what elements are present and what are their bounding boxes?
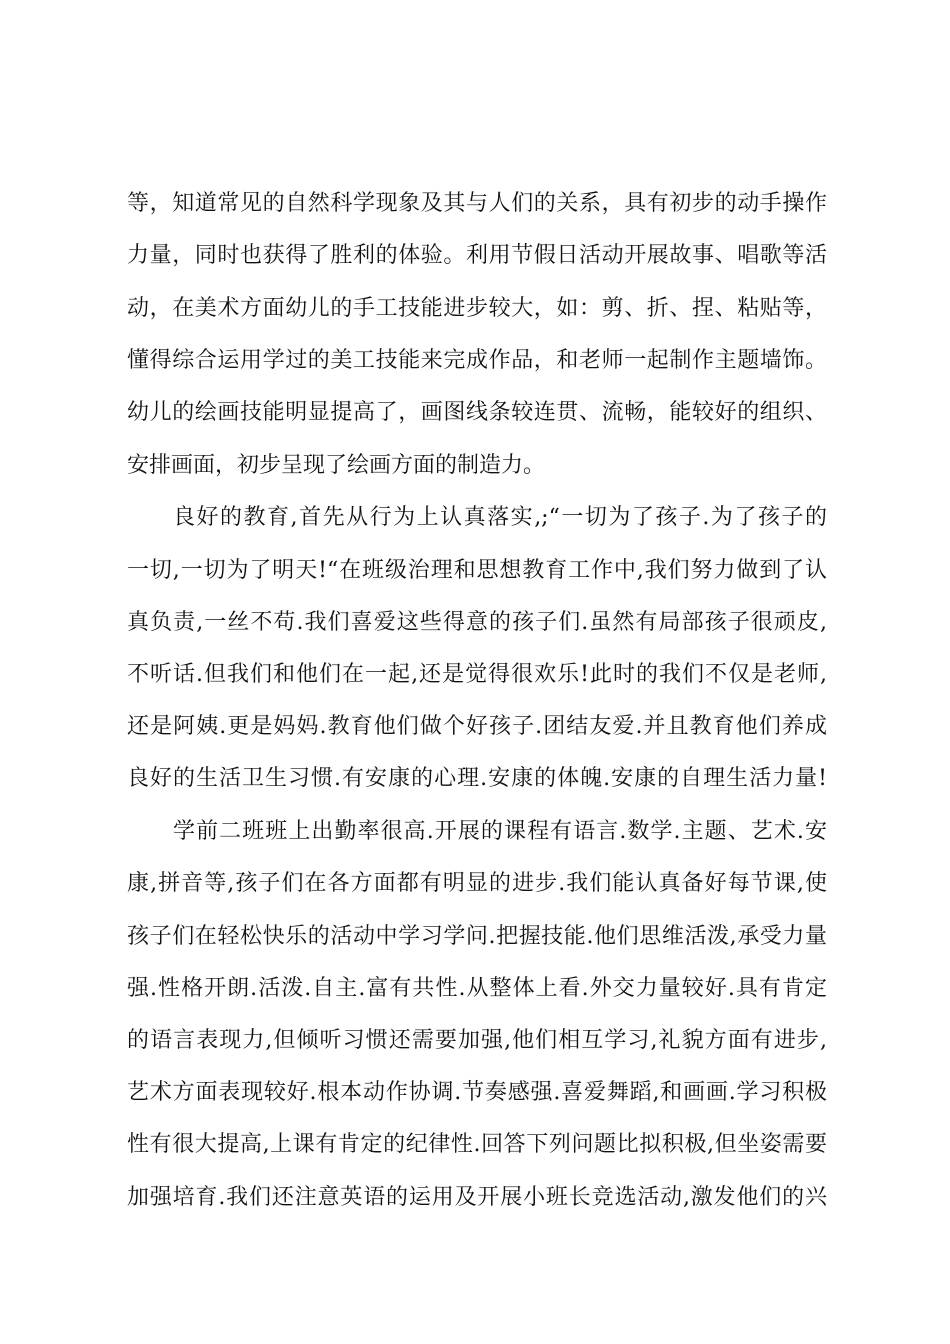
- paragraph-2-line-5: 还是阿姨.更是妈妈.教育他们做个好孩子.团结友爱.并且教育他们养成: [127, 714, 827, 739]
- paragraph-3-line-7: 性有很大提高,上课有肯定的纪律性.回答下列问题比拟积极,但坐姿需要: [127, 1132, 827, 1157]
- paragraph-2-line-1: 良好的教育,首先从行为上认真落实,;“一切为了孩子.为了孩子的: [173, 505, 827, 530]
- paragraph-2-line-2: 一切,一切为了明天!“在班级治理和思想教育工作中,我们努力做到了认: [127, 558, 827, 583]
- paragraph-3-line-6: 艺术方面表现较好.根本动作协调.节奏感强.喜爱舞蹈,和画画.学习积极: [127, 1080, 827, 1105]
- paragraph-1-line-1: 等，知道常见的自然科学现象及其与人们的关系，具有初步的动手操作: [127, 191, 827, 216]
- paragraph-2-line-3: 真负责,一丝不苟.我们喜爱这些得意的孩子们.虽然有局部孩子很顽皮,: [127, 610, 827, 635]
- paragraph-1-line-6: 安排画面，初步呈现了绘画方面的制造力。: [127, 453, 546, 478]
- paragraph-3-line-4: 强.性格开朗.活泼.自主.富有共性.从整体上看.外交力量较好.具有肯定: [127, 976, 827, 1001]
- paragraph-2-line-6: 良好的生活卫生习惯.有安康的心理.安康的体魄.安康的自理生活力量!: [127, 766, 827, 791]
- paragraph-3-line-2: 康,拼音等,孩子们在各方面都有明显的进步.我们能认真备好每节课,使: [127, 871, 827, 896]
- paragraph-1-line-2: 力量，同时也获得了胜利的体验。利用节假日活动开展故事、唱歌等活: [127, 243, 827, 268]
- paragraph-1-line-4: 懂得综合运用学过的美工技能来完成作品，和老师一起制作主题墙饰。: [127, 348, 827, 373]
- paragraph-3-line-5: 的语言表现力,但倾听习惯还需要加强,他们相互学习,礼貌方面有进步,: [127, 1028, 827, 1053]
- paragraph-3-line-1: 学前二班班上出勤率很高.开展的课程有语言.数学.主题、艺术.安: [173, 819, 827, 844]
- paragraph-1-line-3: 动，在美术方面幼儿的手工技能进步较大，如：剪、折、捏、粘贴等，: [127, 296, 827, 321]
- paragraph-2-line-4: 不听话.但我们和他们在一起,还是觉得很欢乐!此时的我们不仅是老师,: [127, 662, 827, 687]
- paragraph-3-line-3: 孩子们在轻松快乐的活动中学习学问.把握技能.他们思维活泼,承受力量: [127, 924, 827, 949]
- paragraph-3-line-8: 加强培育.我们还注意英语的运用及开展小班长竞选活动,激发他们的兴: [127, 1185, 827, 1210]
- paragraph-1-line-5: 幼儿的绘画技能明显提高了，画图线条较连贯、流畅，能较好的组织、: [127, 400, 827, 425]
